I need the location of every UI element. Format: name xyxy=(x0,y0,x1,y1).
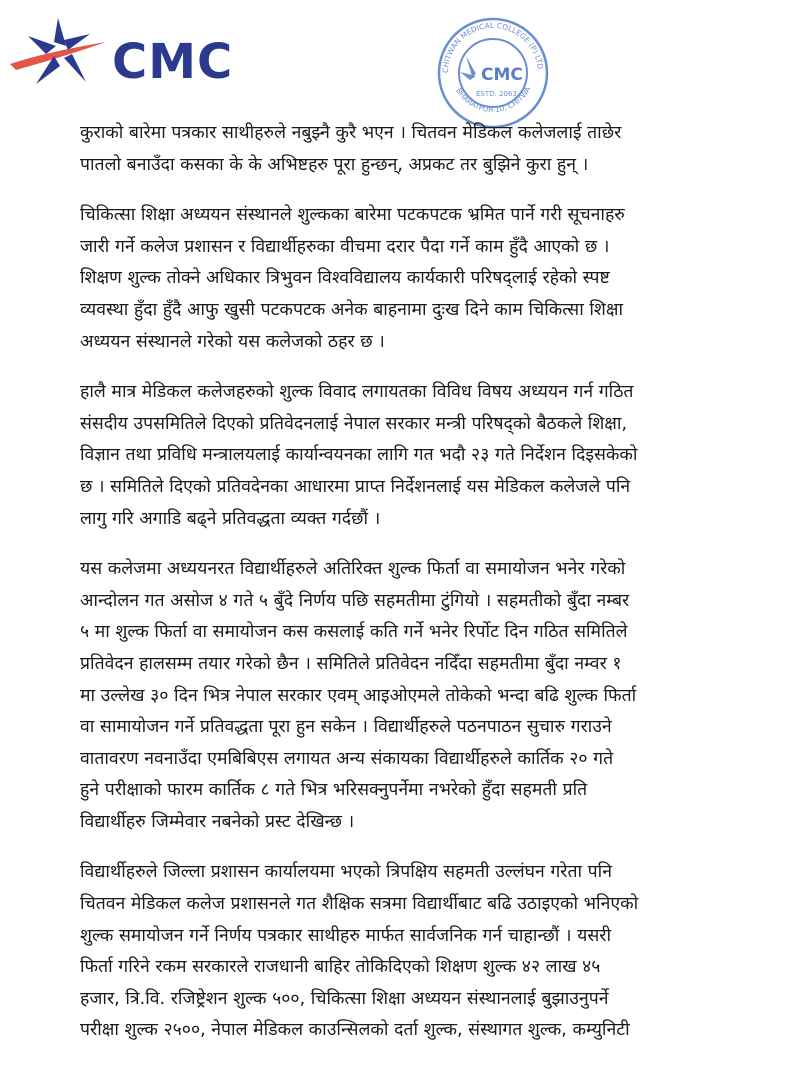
text-line: विद्यार्थीहरुले जिल्ला प्रशासन कार्यालयमा भएको त्रिपक्षिय सहमती उल्लंघन गरेता पनि xyxy=(80,862,612,883)
paragraph-2 xyxy=(80,200,780,358)
text-line: संसदीय उपसमितिले दिएको प्रतिवेदनलाई नेपाल सरकार मन्त्री परिषद्को बैठकले शिक्षा, xyxy=(80,413,628,434)
text-line: पातलो बनाउँदा कसका के के अभिष्टहरु पूरा हुन्छन्, अप्रकट तर बुझिने कुरा हुन् । xyxy=(80,154,589,175)
svg-text:BHARATPUR-10, CHITWAN: BHARATPUR-10, CHITWA xyxy=(454,85,533,115)
text-line: हुने परीक्षाको फारम कार्तिक ८ गते भित्र भरिसक्नुपर्नेमा नभरेको हुँदा सहमती प्रति xyxy=(80,780,588,801)
text-line: व्यवस्था हुँदा हुँदै आफु खुसी पटकपटक अनेक बाहनामा दुःख दिने काम चिकित्सा शिक्षा xyxy=(80,299,624,320)
text-line: वातावरण नवनाउँदा एमबिबिएस लगायत अन्य संकायका विद्यार्थीहरुले कार्तिक २० गते xyxy=(80,748,614,769)
text-line: हजार, त्रि.वि. रजिष्ट्रेशन शुल्क ५००, चिकित्सा शिक्षा अध्ययन संस्थानलाई बुझाउनुपर्ने xyxy=(80,988,609,1009)
text-line: मा उल्लेख ३० दिन भित्र नेपाल सरकार एवम् आइओएमले तोकेको भन्दा बढि शुल्क फिर्ता xyxy=(80,685,637,706)
svg-text:CMC: CMC xyxy=(481,65,523,85)
svg-text:CHITWAN MEDICAL COLLEGE (P) LT: CHITWAN MEDICAL COLLEGE (P) LTD. xyxy=(440,20,545,74)
document-body xyxy=(80,118,780,1066)
seal-stamp-icon xyxy=(436,16,550,130)
text-line: प्रतिवेदन हालसम्म तयार गरेको छैन । समितिले प्रतिवेदन नदिँदा सहमतीमा बुँदा नम्वर १ xyxy=(80,653,622,674)
text-line: परीक्षा शुल्क २५००, नेपाल मेडिकल काउन्सिलको दर्ता शुल्क, संस्थागत शुल्क, कम्युनिटी xyxy=(80,1020,630,1041)
paragraph-3 xyxy=(80,377,780,535)
paragraph-1 xyxy=(80,118,780,181)
text-line: शिक्षण शुल्क तोक्ने अधिकार त्रिभुवन विश्वविद्यालय कार्यकारी परिषद्लाई रहेको स्पष्ट xyxy=(80,268,610,289)
text-line: जारी गर्ने कलेज प्रशासन र विद्यार्थीहरुका वीचमा दरार पैदा गर्ने काम हुँदै आएको छ । xyxy=(80,236,610,257)
cmc-logo xyxy=(6,12,246,92)
text-line: लागु गरि अगाडि बढ्ने प्रतिवद्धता व्यक्त गर्दछौं । xyxy=(80,508,381,529)
text-line: विद्यार्थीहरु जिम्मेवार नबनेको प्रस्ट देखिन्छ । xyxy=(80,811,355,832)
paragraph-4 xyxy=(80,554,780,838)
logo-text: CMC xyxy=(112,34,234,90)
text-line: आन्दोलन गत असोज ४ गते ५ बुँदे निर्णय पछि सहमतीमा टुंगियो । सहमतीको बुँदा नम्बर xyxy=(80,590,630,611)
company-seal xyxy=(436,16,550,130)
text-line: कुराको बारेमा पत्रकार साथीहरुले नबुझ्नै कुरै भएन । चितवन मेडिकल कलेजलाई ताछेर xyxy=(80,123,622,143)
svg-text:ESTD. 2063: ESTD. 2063 xyxy=(476,90,517,98)
text-line: विज्ञान तथा प्रविधि मन्त्रालयलाई कार्यान्वयनका लागि गत भदौ २३ गते निर्देशन दिइसकेको xyxy=(80,445,638,466)
text-line: वा सामायोजन गर्ने प्रतिवद्धता पूरा हुन सकेन । विद्यार्थीहरुले पठनपाठन सुचारु गराउने xyxy=(80,717,612,738)
text-line: शुल्क समायोजन गर्ने निर्णय पत्रकार साथीहरु मार्फत सार्वजनिक गर्न चाहान्छौं । यसरी xyxy=(80,925,612,946)
text-line: ५ मा शुल्क फिर्ता वा समायोजन कस कसलाई कति गर्ने भनेर रिर्पोट दिन गठित समितिले xyxy=(80,622,628,643)
text-line: अध्ययन संस्थानले गरेको यस कलेजको ठहर छ । xyxy=(80,331,385,352)
text-line: यस कलेजमा अध्ययनरत विद्यार्थीहरुले अतिरिक्त शुल्क फिर्ता वा समायोजन भनेर गरेको xyxy=(80,559,626,580)
text-line: चितवन मेडिकल कलेज प्रशासनले गत शैक्षिक सत्रमा विद्यार्थीबाट बढि उठाइएको भनिएको xyxy=(80,894,639,915)
text-line: फिर्ता गरिने रकम सरकारले राजधानी बाहिर तोकिदिएको शिक्षण शुल्क ४२ लाख ४५ xyxy=(80,957,601,978)
text-line: छ । समितिले दिएको प्रतिवदेनका आधारमा प्राप्त निर्देशनलाई यस मेडिकल कलेजले पनि xyxy=(80,476,631,497)
text-line: हालै मात्र मेडिकल कलेजहरुको शुल्क विवाद लगायतका विविध विषय अध्ययन गर्न गठित xyxy=(80,382,634,403)
paragraph-5 xyxy=(80,857,780,1047)
star-logo-icon xyxy=(6,12,116,92)
text-line: चिकित्सा शिक्षा अध्ययन संस्थानले शुल्कका बारेमा पटकपटक भ्रमित पार्ने गरी सूचनाहरु xyxy=(80,205,625,226)
